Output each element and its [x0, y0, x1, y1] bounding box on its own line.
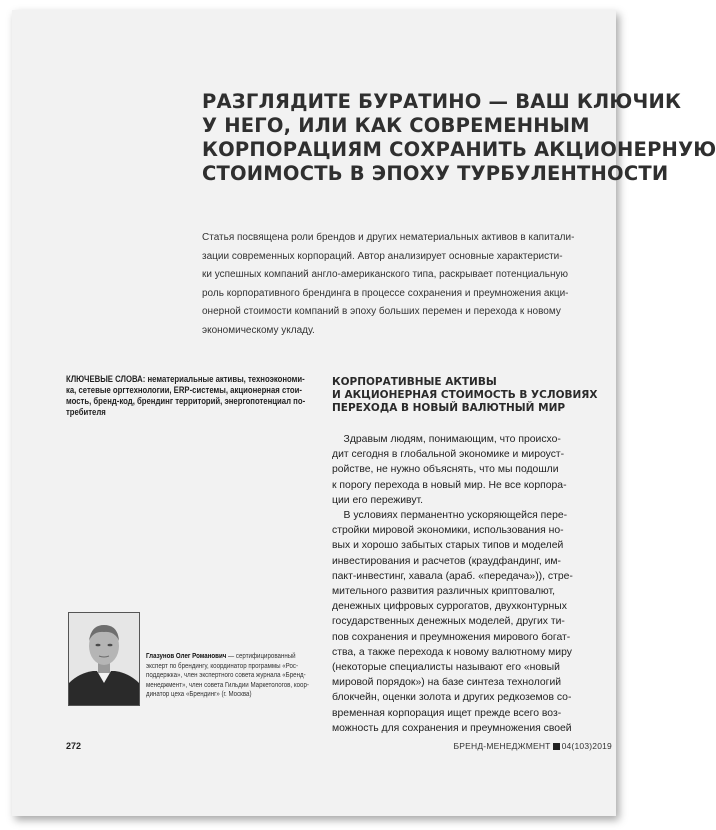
abstract-line: роль корпоративного брендинга в процессе сохранения и преумножения акци- [202, 287, 569, 299]
abstract-line: зации современных корпораций. Автор анализирует основные характеристи- [202, 250, 563, 262]
keywords-line: требителя [66, 407, 106, 417]
section-heading-line: И АКЦИОНЕРНАЯ СТОИМОСТЬ В УСЛОВИЯХ [332, 389, 598, 401]
abstract-line: Статья посвящена роли брендов и других нематериальных активов в капитали- [202, 232, 575, 243]
body-line: дит сегодня в глобальной экономике и мироуст- [332, 449, 565, 461]
title-line: РАЗГЛЯДИТЕ БУРАТИНО — ВАШ КЛЮЧИК [202, 90, 682, 113]
section-heading [332, 376, 598, 415]
author-bio-line: эксперт по брендингу, координатор программы «Рос- [146, 662, 299, 670]
title-line: СТОИМОСТЬ В ЭПОХУ ТУРБУЛЕНТНОСТИ [202, 162, 669, 185]
author-bio-line: динатор цеха «Брендинг» (г. Москва) [146, 691, 252, 698]
abstract-line: ки успешных компаний англо-американского типа, раскрывает потенциальную [202, 269, 569, 280]
title-line: КОРПОРАЦИЯМ СОХРАНИТЬ АКЦИОНЕРНУЮ [202, 138, 716, 161]
author-bio-line: поддержка», член экспертного совета журнала «Бренд- [146, 672, 306, 679]
article-body [332, 432, 592, 736]
title-line: У НЕГО, ИЛИ КАК СОВРЕМЕННЫМ [202, 114, 590, 137]
body-line: мительного развития различных криптовалют, [332, 586, 555, 598]
author-photo [68, 612, 140, 706]
abstract-line: онерной стоимости компаний в эпоху больших перемен и перехода к новому [202, 306, 561, 317]
journal-footer [453, 741, 612, 751]
abstract-line: экономическому укладу. [202, 324, 315, 336]
body-line: денежных цифровых суррогатов, двухконтурных [332, 601, 567, 613]
keywords-line: мость, бренд-код, брендинг территорий, энергопотенциал по- [66, 396, 306, 406]
body-line: временная корпорация ищет прежде всего воз- [332, 707, 562, 719]
page-number: 272 [66, 741, 82, 751]
body-line: государственных денежных моделей, других ти- [332, 616, 565, 628]
body-line: блокчейн, оценки золота и других редкоземов со- [332, 692, 572, 704]
body-line: вых и хорошо забытых старых типов и моделей [332, 540, 564, 552]
author-name: Глазунов Олег Романович [146, 653, 227, 660]
body-line: В условиях перманентно ускоряющейся пере- [332, 510, 568, 522]
body-line: Здравым людям, понимающим, что происхо- [332, 434, 561, 445]
body-line: инвестирования и расчетов (краудфандинг, им- [332, 555, 562, 567]
author-portrait-image [69, 613, 139, 705]
square-separator-icon [553, 743, 560, 750]
keywords-line: КЛЮЧЕВЫЕ СЛОВА: нематериальные активы, техноэкономи- [66, 374, 305, 384]
journal-name: БРЕНД-МЕНЕДЖМЕНТ [453, 741, 551, 751]
journal-issue: 04(103)2019 [561, 741, 612, 751]
body-line: ства, а также перехода к новому валютному миру [332, 646, 572, 658]
section-heading-line: КОРПОРАТИВНЫЕ АКТИВЫ [332, 376, 497, 388]
keywords-block [66, 374, 306, 418]
body-line: мировой порядок») на базе синтеза технологий [332, 677, 562, 689]
body-line: (некоторые специалисты называют его «новый [332, 662, 560, 674]
article-title [202, 90, 716, 186]
author-bio-line: менеджмент», член совета Гильдии Маркетологов, коор- [146, 681, 309, 689]
section-heading-line: ПЕРЕХОДА В НОВЫЙ ВАЛЮТНЫЙ МИР [332, 402, 566, 414]
body-line: пов сохранения и преумножения мирового богат- [332, 631, 571, 643]
author-info [146, 652, 313, 700]
body-line: пакт-инвестинг, хавала (араб. «передача»)), стре- [332, 570, 573, 582]
keywords-line: ка, сетевые оргтехнологии, ERP-системы, акционерная стои- [66, 385, 303, 395]
author-bio-line: — сертифицированный [226, 653, 296, 660]
body-line: стройки мировой экономики, использования но- [332, 525, 564, 537]
body-line: можность для сохранения и преумножения своей [332, 722, 572, 734]
body-line: ции его переживут. [332, 494, 424, 506]
article-abstract [202, 229, 594, 340]
body-line: к порогу перехода в новый мир. Не все корпора- [332, 479, 567, 491]
body-line: ройстве, не нужно объяснять, что мы подошли [332, 464, 559, 476]
